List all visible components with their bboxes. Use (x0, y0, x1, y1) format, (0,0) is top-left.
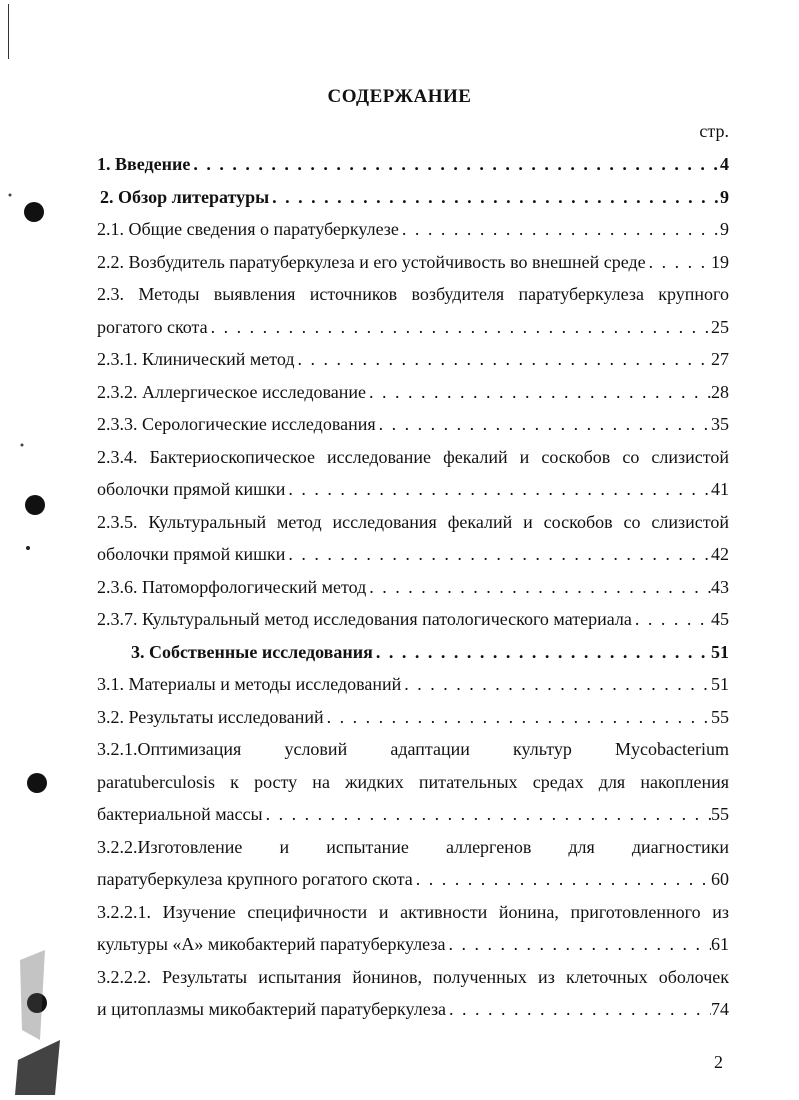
toc-entry: культуры «А» микобактерий паратуберкулеза . . . 61 (97, 928, 729, 961)
page-column-label: стр. (699, 121, 729, 141)
page-number: 2 (714, 1052, 723, 1072)
toc-entry: 2.3.2. Аллергическое исследование . . . 28 (97, 376, 729, 409)
toc-entry: 2.3.1. Клинический метод . . . 27 (97, 343, 729, 376)
toc-entry: 2.3.6. Патоморфологический метод . . . 43 (97, 571, 729, 604)
toc-entry-line: 3.2.2.2. Результаты испытания йонинов, полученных из клеточных оболочек (97, 966, 729, 987)
toc-entry: оболочки прямой кишки . . . 42 (97, 538, 729, 571)
toc-entry: 1. Введение . . . 4 (97, 148, 729, 181)
scan-noise (15, 1040, 60, 1095)
toc-entry: 3.1. Материалы и методы исследований . . . 51 (97, 668, 729, 701)
toc-entry-line: 3.2.2.1. Изучение специфичности и активности йонина, приготовленного из (97, 901, 729, 922)
page-title: СОДЕРЖАНИЕ (327, 86, 472, 107)
speck (21, 444, 24, 447)
toc-entry-line: 3.2.1.Оптимизация условий адаптации культур Mycobacterium (97, 739, 729, 759)
punch-hole (25, 495, 45, 515)
toc-entry: 2.2. Возбудитель паратуберкулеза и его устойчивость во внешней среде . . . 19 (97, 246, 729, 279)
toc-entry: 3. Собственные исследования . . . 51 (97, 636, 729, 669)
scan-noise (20, 950, 45, 1040)
punch-hole (24, 202, 44, 222)
speck (9, 194, 12, 197)
toc-entry: бактериальной массы . . . 55 (97, 798, 729, 831)
toc-entry: 2.1. Общие сведения о паратуберкулезе . . . 9 (97, 213, 729, 246)
toc-entry: и цитоплазмы микобактерий паратуберкулеза . . . 74 (97, 993, 729, 1026)
toc-list (97, 148, 729, 1026)
toc-entry: паратуберкулеза крупного рогатого скота . . . 60 (97, 863, 729, 896)
punch-hole (27, 773, 47, 793)
toc-entry: 2.3.7. Культуральный метод исследования патологического материала . . . 45 (97, 603, 729, 636)
speck (26, 546, 30, 550)
toc-entry: 3.2. Результаты исследований . . . 55 (97, 701, 729, 734)
toc-entry: оболочки прямой кишки . . . 41 (97, 473, 729, 506)
toc-entry: 2.3.3. Серологические исследования . . . 35 (97, 408, 729, 441)
toc-entry: 2. Обзор литературы . . . 9 (97, 181, 729, 214)
toc-entry-line: 2.3.5. Культуральный метод исследования фекалий и соскобов со слизистой (97, 511, 729, 532)
binding-holes (0, 0, 80, 1100)
toc-entry-line: 2.3. Методы выявления источников возбудителя паратуберкулеза крупного (97, 284, 729, 304)
toc-entry-line: 2.3.4. Бактериоскопическое исследование фекалий и соскобов со слизистой (97, 446, 729, 467)
toc-entry-line: paratuberculosis к росту на жидких питательных средах для накопления (97, 771, 729, 792)
toc-entry: рогатого скота . . . 25 (97, 311, 729, 344)
toc-entry-line: 3.2.2.Изготовление и испытание аллергенов для диагностики (97, 836, 729, 857)
